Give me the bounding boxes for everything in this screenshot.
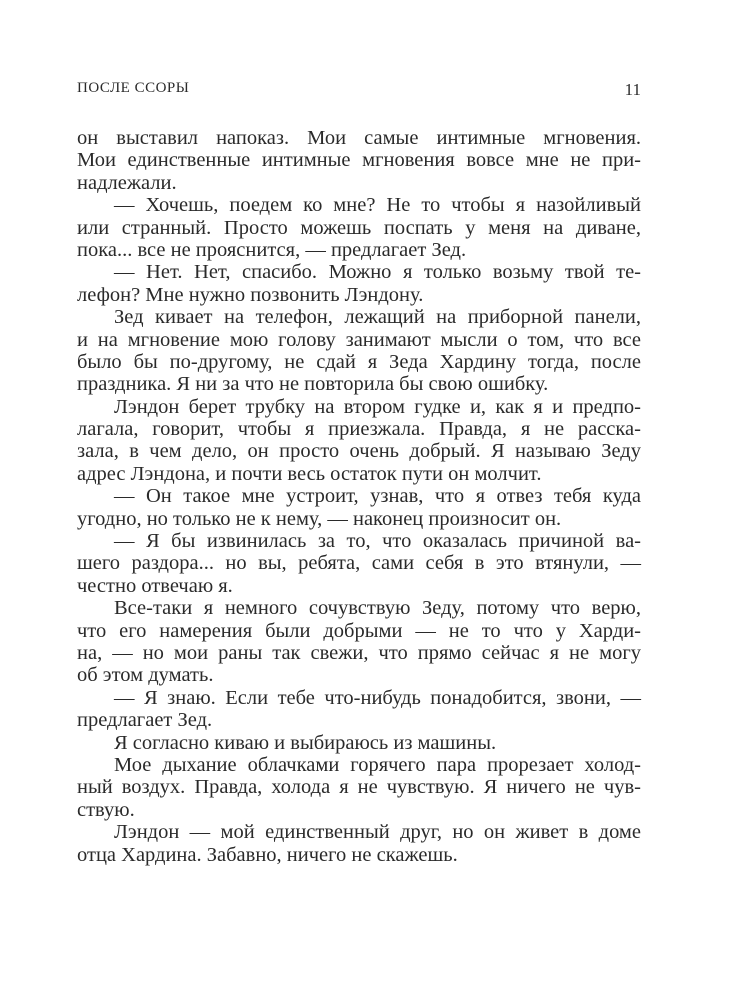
text-line: надлежали. [77, 171, 177, 194]
text-line: Лэндон — мой единственный друг, но он живет в доме [114, 821, 641, 844]
text-line: он выставил напоказ. Мои самые интимные мгновения. [77, 127, 641, 149]
text-line: на, — но мои раны так свежи, что прямо сейчас я не могу [77, 641, 641, 664]
text-line: — Он такое мне устроит, узнав, что я отвез тебя куда [114, 485, 641, 508]
running-title: ПОСЛЕ ССОРЫ [77, 80, 190, 96]
text-line: адрес Лэндона, и почти весь остаток пути он молчит. [77, 462, 542, 485]
text-line: лагала, говорит, чтобы я приезжала. Правда, я не расска- [77, 418, 641, 441]
text-line: Я согласно киваю и выбираюсь из машины. [114, 731, 497, 754]
text-line: предлагает Зед. [77, 709, 213, 732]
text-line: шего раздора... но вы, ребята, сами себя в это втянули, — [77, 552, 641, 575]
text-line: отца Хардина. Забавно, ничего не скажешь. [77, 843, 458, 866]
text-line: Все-таки я немного сочувствую Зеду, потому что верю, [114, 597, 641, 620]
text-line: лефон? Мне нужно позвонить Лэндону. [77, 283, 424, 306]
text-line: Зед кивает на телефон, лежащий на приборной панели, [114, 306, 641, 329]
text-line: об этом думать. [77, 664, 214, 687]
text-line: ствую. [77, 798, 135, 821]
body-text [77, 127, 641, 866]
text-line: угодно, но только не к нему, — наконец произносит он. [77, 507, 562, 530]
text-line: — Я знаю. Если тебе что-нибудь понадобится, звони, — [114, 686, 641, 709]
text-line: зала, в чем дело, он просто очень добрый. Я называю Зеду [77, 440, 641, 463]
text-line: пока... все не прояснится, — предлагает Зед. [77, 238, 467, 261]
page-number: 11 [624, 80, 641, 99]
text-line: Лэндон берет трубку на втором гудке и, как я и предпо- [114, 395, 641, 418]
text-line: честно отвечаю я. [77, 574, 233, 597]
text-line: — Хочешь, поедем ко мне? Не то чтобы я назойливый [114, 194, 641, 217]
page-header [77, 80, 641, 104]
text-line: Мое дыхание облачками горячего пара прорезает холод- [114, 753, 641, 776]
text-line: и на мгновение мою голову занимают мысли о том, что все [77, 328, 641, 351]
text-line: что его намерения были добрыми — не то что у Харди- [77, 619, 641, 642]
text-line: — Нет. Нет, спасибо. Можно я только возьму твой те- [114, 261, 641, 284]
text-line: — Я бы извинилась за то, что оказалась причиной ва- [114, 530, 641, 553]
text-line: ный воздух. Правда, холода я не чувствую. Я ничего не чув- [77, 776, 641, 799]
text-line: или странный. Просто можешь поспать у меня на диване, [77, 216, 641, 239]
text-line: праздника. Я ни за что не повторила бы свою ошибку. [77, 373, 549, 396]
text-line: Мои единственные интимные мгновения вовсе мне не при- [77, 149, 641, 172]
text-line: было бы по-другому, не сдай я Зеда Хардину тогда, после [77, 350, 641, 373]
